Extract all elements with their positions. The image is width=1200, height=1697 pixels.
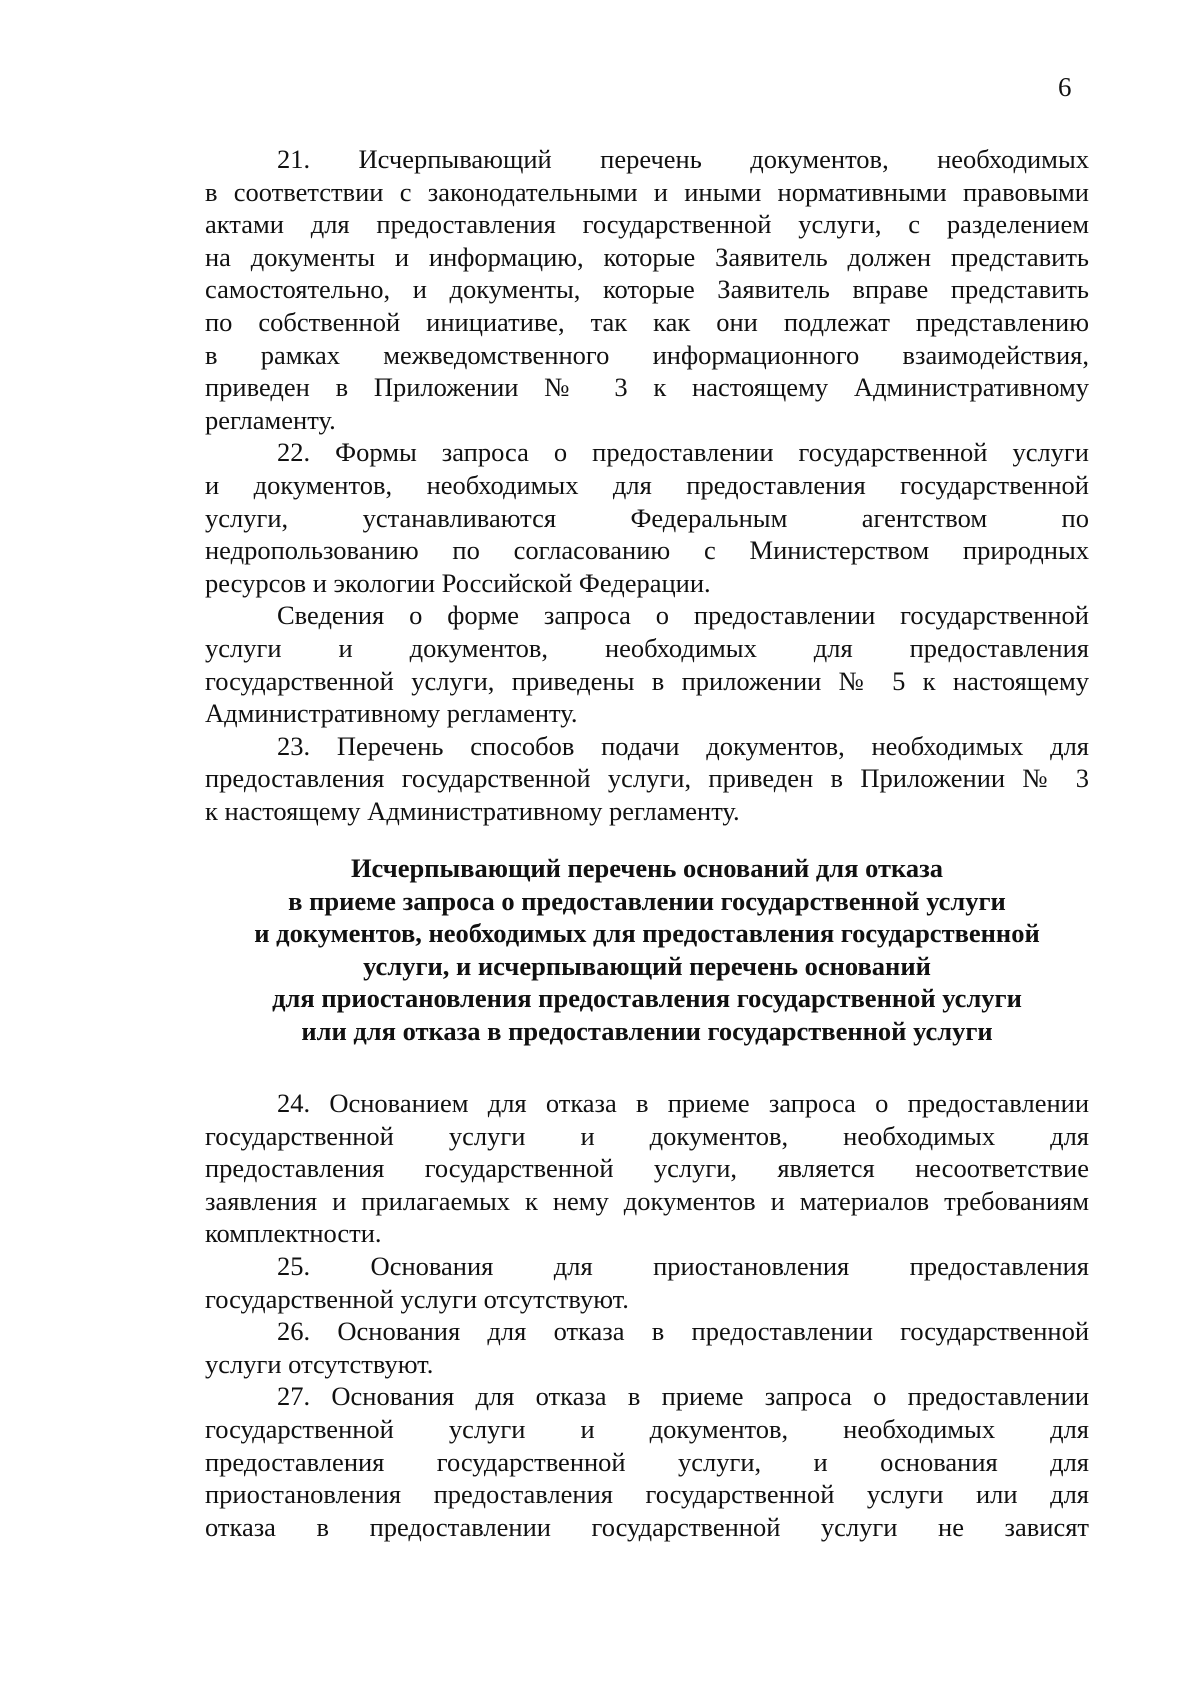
- paragraph-line: комплектности.: [205, 1218, 382, 1249]
- page-number: 6: [1058, 72, 1072, 102]
- paragraph-line: 24. Основанием для отказа в приеме запроса о предоставлении: [277, 1088, 1089, 1118]
- paragraph-line: в рамках межведомственного информационного взаимодействия,: [205, 339, 1089, 370]
- heading-line: или для отказа в предоставлении государственной услуги: [301, 1015, 993, 1046]
- paragraph-line: 26. Основания для отказа в предоставлении государственной: [277, 1316, 1089, 1347]
- paragraph-line: отказа в предоставлении государственной услуги не зависят: [205, 1511, 1089, 1542]
- paragraph-line: услуги отсутствуют.: [205, 1348, 434, 1379]
- paragraph-line: 22. Формы запроса о предоставлении государственной услуги: [277, 437, 1089, 468]
- paragraph-line: недропользованию по согласованию с Министерством природных: [205, 535, 1089, 566]
- paragraph-line: предоставления государственной услуги, приведен в Приложении № 3: [205, 763, 1089, 794]
- paragraph-line: Сведения о форме запроса о предоставлении государственной: [277, 600, 1089, 631]
- paragraph-line: предоставления государственной услуги, является несоответствие: [205, 1153, 1089, 1184]
- heading-line: для приостановления предоставления государственной услуги: [272, 983, 1022, 1014]
- paragraph-line: актами для предоставления государственной услуги, с разделением: [205, 209, 1089, 240]
- paragraph-line: государственной услуги отсутствуют.: [205, 1283, 629, 1314]
- paragraph-line: приостановления предоставления государственной услуги или для: [205, 1479, 1089, 1510]
- section-heading: [205, 852, 1089, 1048]
- paragraph-line: на документы и информацию, которые Заявитель должен представить: [205, 241, 1089, 272]
- paragraph-line: ресурсов и экологии Российской Федерации.: [205, 567, 711, 598]
- heading-line: и документов, необходимых для предоставления государственной: [254, 918, 1040, 949]
- heading-line: Исчерпывающий перечень оснований для отказа: [350, 853, 944, 883]
- body-text-block-1: [205, 143, 1089, 827]
- paragraph-line: регламенту.: [205, 404, 336, 435]
- body-text-block-2: [205, 1087, 1089, 1543]
- paragraph-line: 23. Перечень способов подачи документов, необходимых для: [277, 730, 1089, 761]
- heading-line: услуги, и исчерпывающий перечень оснований: [363, 950, 931, 981]
- paragraph-line: 21. Исчерпывающий перечень документов, необходимых: [277, 144, 1089, 174]
- paragraph-line: услуги и документов, необходимых для предоставления: [205, 632, 1089, 663]
- paragraph-line: по собственной инициативе, так как они подлежат представлению: [205, 306, 1089, 337]
- paragraph-line: и документов, необходимых для предоставления государственной: [205, 469, 1089, 500]
- paragraph-line: заявления и прилагаемых к нему документов и материалов требованиям: [205, 1185, 1089, 1216]
- paragraph-line: самостоятельно, и документы, которые Заявитель вправе представить: [205, 274, 1089, 305]
- paragraph-line: к настоящему Административному регламенту.: [205, 795, 740, 826]
- paragraph-line: государственной услуги и документов, необходимых для: [205, 1120, 1089, 1151]
- paragraph-line: 27. Основания для отказа в приеме запроса о предоставлении: [277, 1381, 1089, 1412]
- paragraph-line: предоставления государственной услуги, и основания для: [205, 1446, 1089, 1477]
- heading-line: в приеме запроса о предоставлении государственной услуги: [288, 885, 1006, 916]
- paragraph-line: в соответствии с законодательными и иными нормативными правовыми: [205, 176, 1089, 207]
- paragraph-line: услуги, устанавливаются Федеральным агентством по: [205, 502, 1089, 533]
- paragraph-line: Административному регламенту.: [205, 698, 578, 729]
- paragraph-line: приведен в Приложении № 3 к настоящему Административному: [205, 372, 1089, 403]
- paragraph-line: 25. Основания для приостановления предоставления: [277, 1250, 1089, 1281]
- paragraph-line: государственной услуги, приведены в приложении № 5 к настоящему: [205, 665, 1089, 696]
- paragraph-line: государственной услуги и документов, необходимых для: [205, 1413, 1089, 1444]
